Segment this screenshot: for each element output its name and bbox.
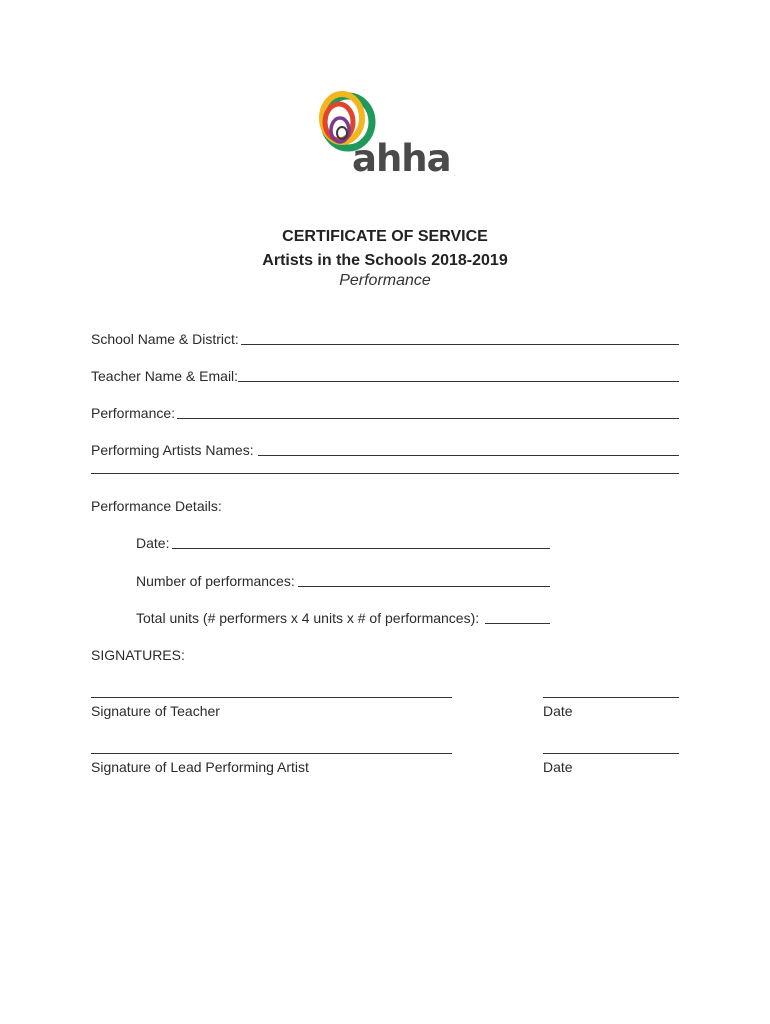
artist-signature-label: Signature of Lead Performing Artist bbox=[91, 759, 309, 775]
artists-field-label: Performing Artists Names: bbox=[91, 442, 254, 458]
program-subtitle: Artists in the Schools 2018-2019 bbox=[262, 252, 508, 269]
date-field-line[interactable] bbox=[172, 548, 550, 549]
artist-date-label: Date bbox=[543, 759, 573, 775]
teacher-field-label: Teacher Name & Email: bbox=[91, 368, 239, 384]
artists-field-line-2[interactable] bbox=[91, 473, 679, 474]
teacher-field-line[interactable] bbox=[238, 381, 679, 382]
school-field-line[interactable] bbox=[241, 344, 679, 345]
number-field-label: Number of performances: bbox=[136, 573, 295, 589]
artist-date-line[interactable] bbox=[543, 753, 679, 754]
teacher-date-line[interactable] bbox=[543, 697, 679, 698]
artist-signature-line[interactable] bbox=[91, 753, 452, 754]
teacher-date-label: Date bbox=[543, 703, 573, 719]
date-field-label: Date: bbox=[136, 535, 170, 551]
logo-wordmark: ahha bbox=[352, 137, 451, 180]
school-field-label: School Name & District: bbox=[91, 331, 239, 347]
number-field-line[interactable] bbox=[298, 586, 550, 587]
ahha-logo bbox=[312, 88, 462, 188]
certificate-type: Performance bbox=[339, 272, 431, 289]
performance-field-line[interactable] bbox=[177, 418, 679, 419]
units-field-label: Total units (# performers x 4 units x # of performances): bbox=[136, 610, 480, 626]
artists-field-line[interactable] bbox=[258, 455, 679, 456]
details-heading: Performance Details: bbox=[91, 498, 222, 514]
units-field-line[interactable] bbox=[485, 623, 550, 624]
performance-field-label: Performance: bbox=[91, 405, 176, 421]
certificate-title: CERTIFICATE OF SERVICE bbox=[282, 228, 488, 245]
teacher-signature-label: Signature of Teacher bbox=[91, 703, 220, 719]
signatures-heading: SIGNATURES: bbox=[91, 647, 185, 663]
logo-trademark: . bbox=[454, 172, 456, 178]
teacher-signature-line[interactable] bbox=[91, 697, 452, 698]
